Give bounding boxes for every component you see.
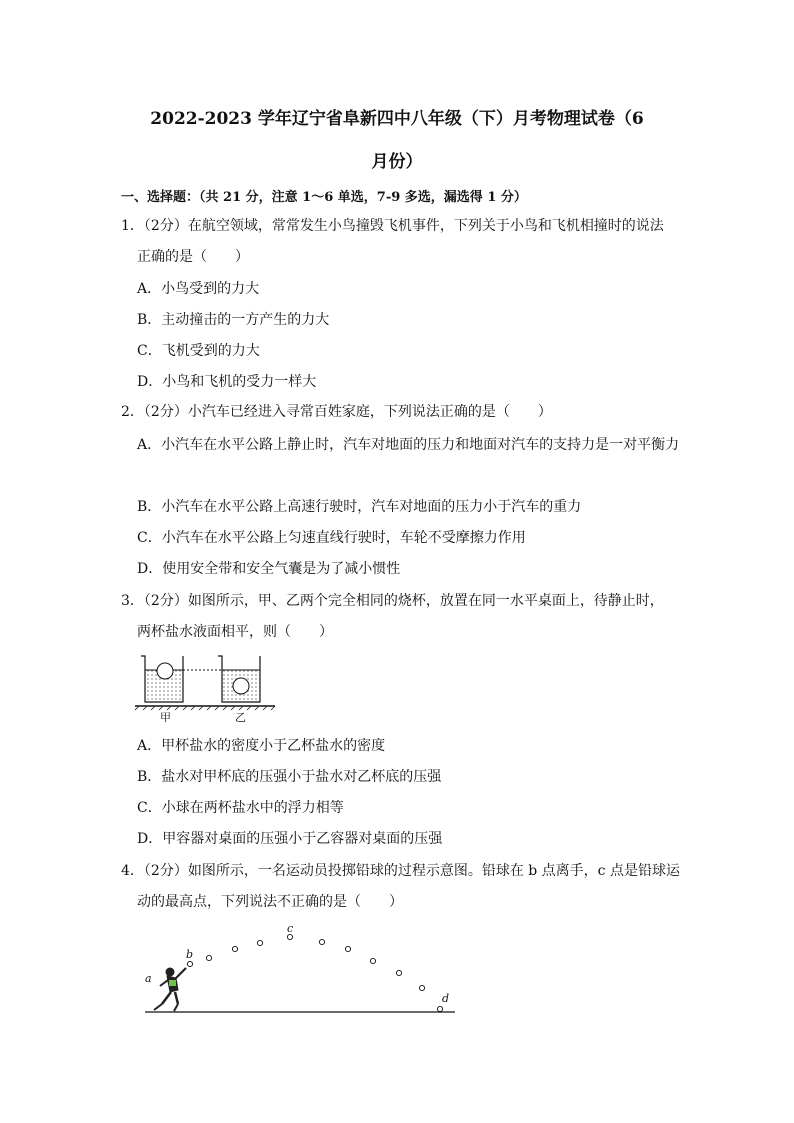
question-4-stem: 4．（2分）如图所示，一名运动员投掷铅球的过程示意图。铅球在 b 点离手，c 点是铅球运 <box>121 863 680 879</box>
page-title-line-2: 月份） <box>371 152 423 172</box>
question-3-option-c: C．小球在两杯盐水中的浮力相等 <box>137 800 344 816</box>
ball-b <box>187 961 192 966</box>
beaker-yi <box>218 656 260 702</box>
question-2-option-c: C．小汽车在水平公路上匀速直线行驶时，车轮不受摩擦力作用 <box>137 530 526 546</box>
label-jia: 甲 <box>160 711 171 724</box>
athlete-figure <box>154 968 186 1011</box>
ball-c <box>287 934 292 939</box>
question-2-stem: 2．（2分）小汽车已经进入寻常百姓家庭，下列说法正确的是（ ） <box>121 404 552 420</box>
question-4-stem-cont: 动的最高点，下列说法不正确的是（ ） <box>137 894 403 910</box>
point-c-label: c <box>287 922 294 935</box>
page-title-line-1: 2022-2023 学年辽宁省阜新四中八年级（下）月考物理试卷（6 <box>150 109 644 129</box>
beaker-jia <box>141 656 183 702</box>
section-heading: 一、选择题：（共 21 分，注意 1～6 单选，7-9 多选，漏选得 1 分） <box>121 190 527 205</box>
ball-yi <box>233 678 249 694</box>
shot-put-figure <box>140 920 460 1020</box>
question-2-option-a: A．小汽车在水平公路上静止时，汽车对地面的压力和地面对汽车的支持力是一对平衡力 <box>137 437 680 453</box>
ball-jia <box>157 663 173 679</box>
question-2-option-d: D．使用安全带和安全气囊是为了减小惯性 <box>137 561 401 577</box>
question-2-option-b: B．小汽车在水平公路上高速行驶时，汽车对地面的压力小于汽车的重力 <box>137 499 582 515</box>
question-1-stem: 1．（2分）在航空领域，常常发生小鸟撞毁飞机事件，下列关于小鸟和飞机相撞时的说法 <box>121 218 664 234</box>
shot-trajectory <box>187 934 442 1011</box>
point-a-label: a <box>145 972 152 985</box>
question-3-stem: 3．（2分）如图所示，甲、乙两个完全相同的烧杯，放置在同一水平桌面上，待静止时， <box>121 593 664 609</box>
question-1-option-d: D．小鸟和飞机的受力一样大 <box>137 374 317 390</box>
question-1-option-a: A．小鸟受到的力大 <box>137 281 260 297</box>
question-3-option-d: D．甲容器对桌面的压强小于乙容器对桌面的压强 <box>137 831 443 847</box>
ball-d <box>437 1006 442 1011</box>
label-yi: 乙 <box>235 711 246 724</box>
point-d-label: d <box>442 992 450 1005</box>
question-3-option-a: A．甲杯盐水的密度小于乙杯盐水的密度 <box>137 738 386 754</box>
question-3-option-b: B．盐水对甲杯底的压强小于盐水对乙杯底的压强 <box>137 769 442 785</box>
point-b-label: b <box>186 948 194 961</box>
question-1-stem-cont: 正确的是（ ） <box>137 249 249 265</box>
question-3-stem-cont: 两杯盐水液面相平，则（ ） <box>137 624 333 640</box>
question-1-option-c: C．飞机受到的力大 <box>137 343 260 359</box>
beakers-figure <box>135 650 285 724</box>
question-1-option-b: B．主动撞击的一方产生的力大 <box>137 312 330 328</box>
